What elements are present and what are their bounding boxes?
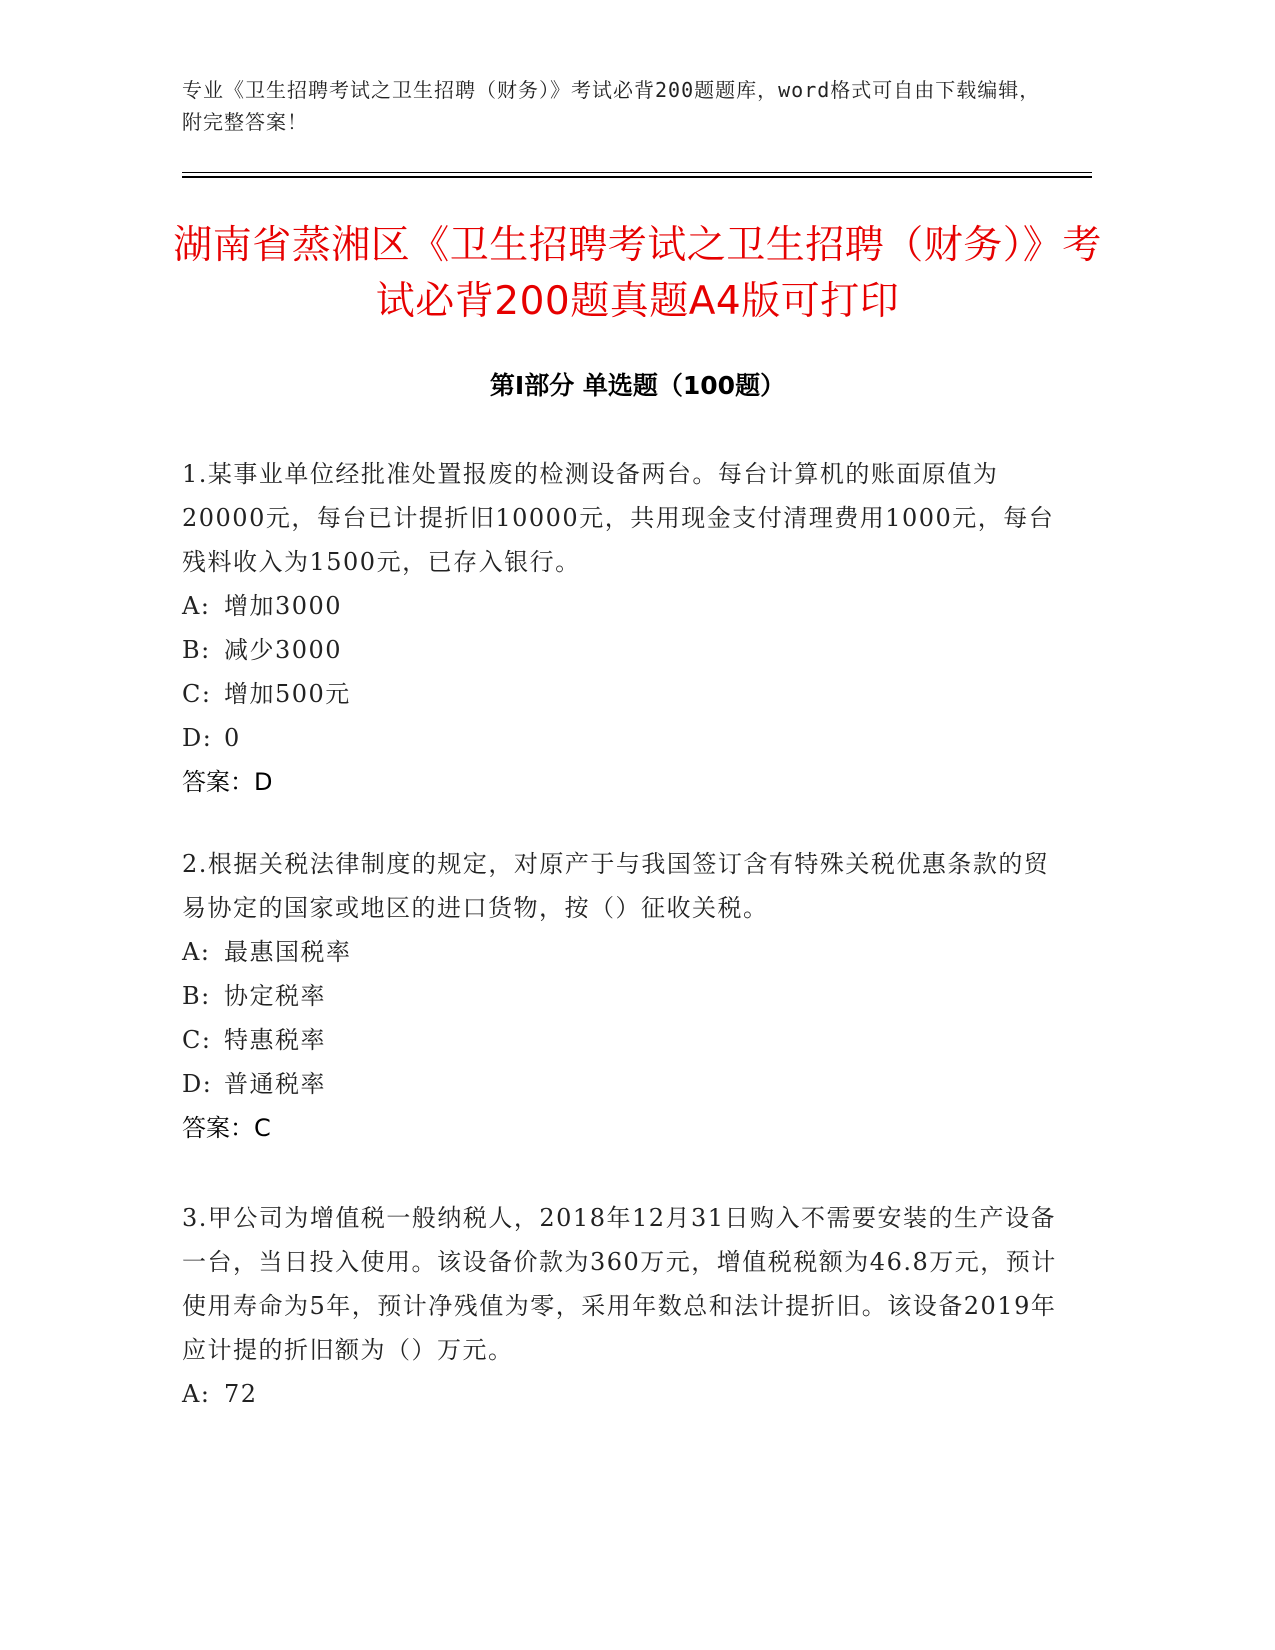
option-text: 最惠国税率 bbox=[224, 938, 352, 966]
option-text: 72 bbox=[224, 1380, 258, 1408]
question-stem: 3.甲公司为增值税一般纳税人，2018年12月31日购入不需要安装的生产设备一台，当日投入使用。该设备价款为360万元，增值税税额为46.8万元，预计使用寿命为5年，预计净残值为零，采用年数总和法计提折旧。该设备2019年应计提的折旧额为（）万元。 bbox=[182, 1204, 1057, 1364]
option-text: 增加500元 bbox=[224, 680, 351, 708]
option-text: 0 bbox=[224, 724, 241, 752]
option-text: 普通税率 bbox=[224, 1070, 326, 1098]
option-letter: B: bbox=[182, 636, 211, 664]
answer-line bbox=[182, 1106, 1062, 1150]
option-text: 特惠税率 bbox=[224, 1026, 326, 1054]
answer-label: 答案： bbox=[182, 1114, 254, 1142]
page-title: 湖南省蒸湘区《卫生招聘考试之卫生招聘（财务）》考试必背200题真题A4版可打印 bbox=[173, 223, 1102, 324]
section-title: 第Ⅰ部分 单选题（100题） bbox=[489, 371, 786, 400]
header-divider-thick bbox=[182, 176, 1092, 178]
header-divider-thin bbox=[182, 172, 1092, 173]
answer-label: 答案： bbox=[182, 768, 254, 796]
option-letter: A: bbox=[182, 938, 211, 966]
option-letter: C: bbox=[182, 680, 212, 708]
option-letter: A: bbox=[182, 1380, 211, 1408]
question-1 bbox=[182, 452, 1062, 804]
option-letter: B: bbox=[182, 982, 211, 1010]
question-stem: 1.某事业单位经批准处置报废的检测设备两台。每台计算机的账面原值为20000元，每台已计提折旧10000元，共用现金支付清理费用1000元，每台残料收入为1500元，已存入银行。 bbox=[182, 460, 1055, 576]
option-a bbox=[182, 1372, 1062, 1416]
option-c bbox=[182, 1018, 1062, 1062]
header-note: 专业《卫生招聘考试之卫生招聘（财务）》考试必背200题题库，word格式可自由下载编辑，附完整答案！ bbox=[182, 78, 1041, 134]
option-text: 减少3000 bbox=[224, 636, 343, 664]
answer-value: D bbox=[254, 768, 273, 796]
option-d bbox=[182, 1062, 1062, 1106]
question-stem: 2.根据关税法律制度的规定，对原产于与我国签订含有特殊关税优惠条款的贸易协定的国家或地区的进口货物，按（）征收关税。 bbox=[182, 850, 1050, 922]
option-letter: A: bbox=[182, 592, 211, 620]
answer-value: C bbox=[254, 1114, 271, 1142]
option-letter: D: bbox=[182, 1070, 213, 1098]
option-b bbox=[182, 974, 1062, 1018]
option-letter: C: bbox=[182, 1026, 212, 1054]
option-text: 协定税率 bbox=[224, 982, 326, 1010]
option-b bbox=[182, 628, 1062, 672]
option-a bbox=[182, 930, 1062, 974]
answer-line bbox=[182, 760, 1062, 804]
question-2 bbox=[182, 842, 1062, 1150]
option-letter: D: bbox=[182, 724, 213, 752]
option-c bbox=[182, 672, 1062, 716]
option-text: 增加3000 bbox=[224, 592, 343, 620]
question-3 bbox=[182, 1196, 1062, 1416]
option-d bbox=[182, 716, 1062, 760]
option-a bbox=[182, 584, 1062, 628]
